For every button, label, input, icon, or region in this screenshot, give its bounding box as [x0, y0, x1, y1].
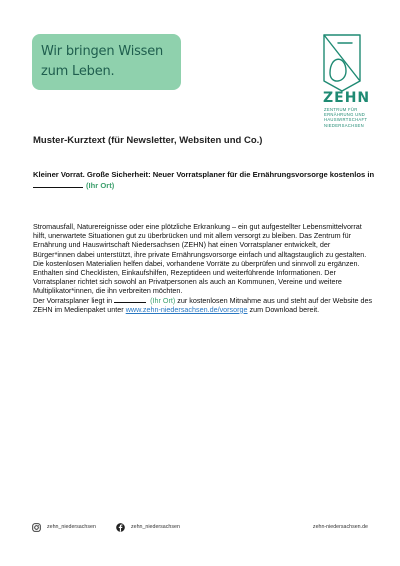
article-headline	[33, 170, 378, 191]
vorsorge-link[interactable]: www.zehn-niedersachsen.de/vorsorge	[125, 304, 248, 314]
website-label: zehn-niedersachsen.de	[312, 524, 368, 530]
fill-in-blank	[33, 180, 83, 188]
body-paragraph: Stromausfall, Naturereignisse oder eine plötzliche Erkrankung – ein gut aufgestellter Lebensmittelvorrat hilft, unerwartete Situationen gut zu überbrücken und mit allem versorgt zu bleiben. Das Zentrum für Ernährung und Hauswirtschaft Niedersachsen (ZEHN) hat einen Vorratsplaner entwickelt, der Bürger*innen dabei unterstützt, ihre private Ernährungsvorsorge einfach und alltagstauglich zu gestalten. Die kostenlosen Materialien helfen dabei, vorhandene Vorräte zu überprüfen und sinnvoll zu ergänzen. Enthalten sind Checklisten, Einkaufshilfen, Rezeptideen und weiterführende Informationen. Der Vorratsplaner richtet sich sowohl an Privatpersonen als auch an Kommunen, Vereine und weitere Multiplikator*innen, die ihn verbreiten möchten.	[33, 222, 367, 296]
place-placeholder: (Ihr Ort)	[86, 181, 115, 190]
footer	[32, 521, 368, 533]
facebook-handle[interactable]	[116, 521, 180, 533]
instagram-handle[interactable]	[32, 521, 96, 533]
download-paragraph: Der Vorratsplaner liegt in (Ihr Ort) zur kostenlosen Mitnahme aus und steht auf der Website des ZEHN im Medienpaket unter www.zehn-niedersachsen.de/vorsorge zum Download bereit.	[33, 295, 373, 314]
website-link[interactable]	[313, 521, 368, 533]
article-body	[33, 222, 373, 314]
headline-text: Kleiner Vorrat. Große Sicherheit: Neuer Vorratsplaner für die Ernährungsvorsorge kostenlos in	[33, 170, 375, 179]
hero-line-2: zum Leben.	[41, 64, 115, 79]
facebook-label: zehn_niedersachsen	[131, 524, 180, 530]
fill-in-blank-short	[114, 296, 146, 303]
logo-subtitle: ZENTRUM FÜR ERNÄHRUNG UND HAUSWIRTSCHAFT NIEDERSACHSEN	[324, 107, 368, 128]
hero-line-1: Wir bringen Wissen	[41, 44, 164, 59]
logo-wordmark: ZEHN	[323, 90, 371, 106]
document-title: Muster-Kurztext (für Newsletter, Websiten und Co.)	[33, 135, 263, 146]
facebook-icon	[116, 523, 125, 532]
instagram-label: zehn_niedersachsen	[47, 524, 96, 530]
zehn-logo	[316, 33, 368, 93]
hero-banner	[32, 34, 181, 90]
place-placeholder-inline: (Ihr Ort)	[150, 295, 176, 305]
instagram-icon	[32, 523, 41, 532]
